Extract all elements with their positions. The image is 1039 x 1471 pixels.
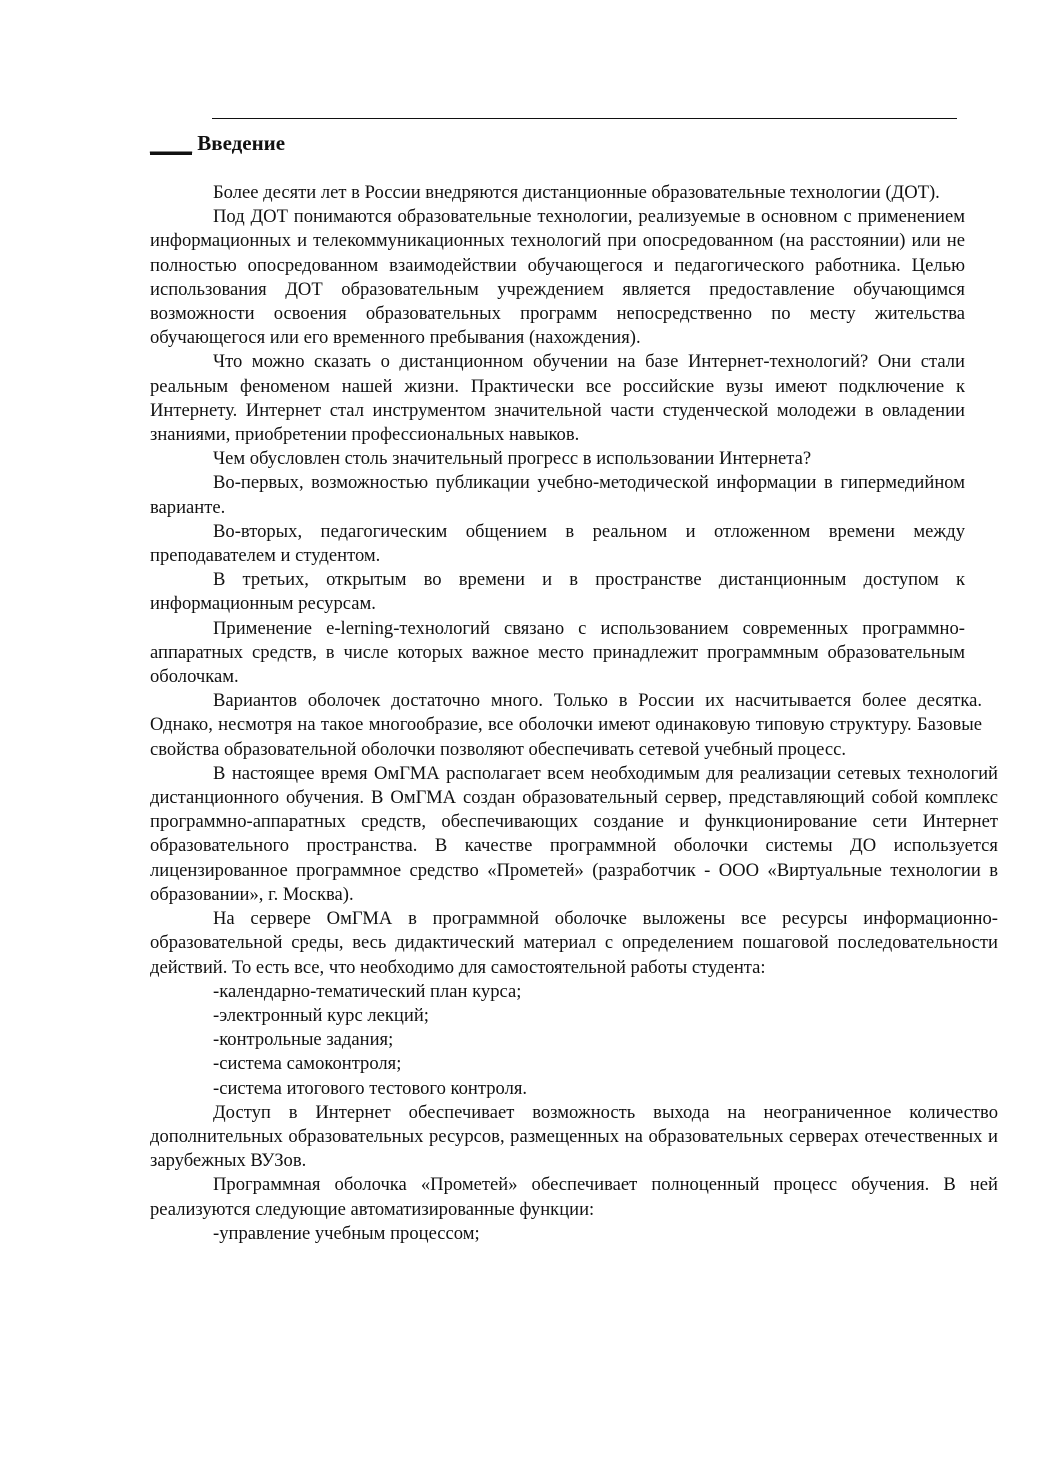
paragraph: Чем обусловлен столь значительный прогресс в использовании Интернета? [213, 448, 812, 470]
list-item: -система итогового тестового контроля. [213, 1077, 528, 1099]
title-prefix: ____ [150, 131, 192, 155]
list-item: -контрольные задания; [213, 1029, 394, 1051]
list-item: -управление учебным процессом; [213, 1222, 480, 1244]
paragraph: Во-вторых, педагогическим общением в реальном и отложенном времени между преподавателем и студентом. [150, 520, 965, 567]
paragraph: Что можно сказать о дистанционном обучении на базе Интернет-технологий? Они стали реальным феноменом нашей жизни. Практически все российские вузы имеют подключение к Интернету. Интернет стал инструментом значительной части студенческой молодежи в овладении знаниями, приобретении профессиональных навыков. [150, 351, 965, 446]
paragraph: Программная оболочка «Прометей» обеспечивает полноценный процесс обучения. В ней реализуются следующие автоматизированные функции: [150, 1174, 998, 1220]
list-item: -электронный курс лекций; [213, 1004, 429, 1026]
paragraph: В настоящее время ОмГМА располагает всем необходимым для реализации сетевых технологий дистанционного обучения. В ОмГМА создан образовательный сервер, представляющий собой комплекс программно-аппаратных средств, обеспечивающих создание и функционирование сети Интернет образовательного пространства. В качестве программной оболочки системы ДО используется лицензированное программное средство «Прометей» (разработчик - ООО «Виртуальные технологии в образовании», г. Москва). [150, 762, 998, 905]
paragraph: Вариантов оболочек достаточно много. Только в России их насчитывается более десятка. Однако, несмотря на такое многообразие, все оболочки имеют одинаковую типовую структуру. Базовые свойства образовательной оболочки позволяют обеспечивать сетевой учебный процесс. [150, 690, 982, 760]
list-item: -система самоконтроля; [213, 1053, 402, 1075]
paragraph: Под ДОТ понимаются образовательные технологии, реализуемые в основном с применением информационных и телекоммуникационных технологий при опосредованном (на расстоянии) или не полностью опосредованном взаимодействии обучающегося и педагогического работника. Целью использования ДОТ образовательным учреждением является предоставление обучающимся возможности освоения образовательных программ непосредственно по месту жительства обучающегося или его временного пребывания (нахождения). [150, 206, 965, 349]
header-rule [212, 118, 957, 119]
paragraph: Более десяти лет в России внедряются дистанционные образовательные технологии (ДОТ). [213, 182, 940, 203]
document-body [150, 181, 998, 1246]
paragraph: В третьих, открытым во времени и в пространстве дистанционным доступом к информационным ресурсам. [150, 569, 965, 615]
title-text: Введение [197, 131, 286, 155]
paragraph: На сервере ОмГМА в программной оболочке выложены все ресурсы информационно-образовательной среды, весь дидактический материал с определением пошаговой последовательности действий. То есть все, что необходимо для самостоятельной работы студента: [150, 908, 998, 978]
paragraph: Во-первых, возможностью публикации учебно-методической информации в гипермедийном варианте. [150, 472, 965, 518]
page-title [150, 130, 285, 156]
paragraph: Доступ в Интернет обеспечивает возможность выхода на неограниченное количество дополнительных образовательных ресурсов, размещенных на образовательных серверах отечественных и зарубежных ВУЗов. [150, 1101, 998, 1172]
paragraph: Применение e-lerning-технологий связано с использованием современных программно-аппаратных средств, в числе которых важное место принадлежит программным образовательным оболочкам. [150, 617, 965, 688]
list-item: -календарно-тематический план курса; [213, 980, 522, 1002]
